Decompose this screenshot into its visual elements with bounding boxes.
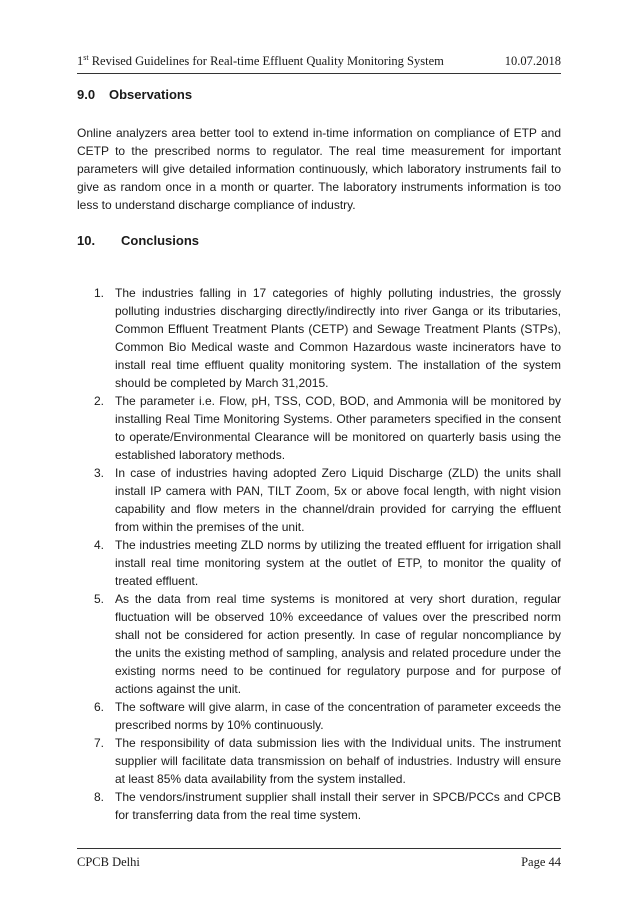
list-item-number: 8. — [94, 790, 105, 804]
list-item — [77, 464, 561, 536]
page-header — [77, 48, 561, 74]
list-item-number: 6. — [94, 700, 105, 714]
header-ordinal: 1 — [77, 54, 84, 68]
header-title — [77, 53, 444, 69]
list-item-number: 7. — [94, 736, 105, 750]
list-item-number: 2. — [94, 394, 105, 408]
page-footer — [77, 848, 561, 870]
section-9-title: Observations — [109, 87, 193, 102]
page-content — [77, 86, 561, 824]
footer-page-number: Page 44 — [521, 855, 561, 869]
list-item — [77, 536, 561, 590]
list-item-text: As the data from real time systems is monitored at very short duration, regular fluctuation will be observed 10% exceedance of values over the prescribed norm shall not be considered for action presently. In case of regular noncompliance by the units the existing method of sampling, analysis and related procedure under the existing norms need to be continued for regulatory purpose and for purpose of actions against the unit. — [115, 592, 561, 696]
list-item — [77, 734, 561, 788]
list-item-number: 4. — [94, 538, 105, 552]
section-9-heading — [77, 86, 561, 104]
list-item-number: 3. — [94, 466, 105, 480]
list-item-number: 1. — [94, 286, 105, 300]
conclusions-list — [77, 284, 561, 824]
header-ordinal-suffix: st — [83, 52, 89, 62]
list-item-text: In case of industries having adopted Zero Liquid Discharge (ZLD) the units shall install IP camera with PAN, TILT Zoom, 5x or above focal length, with night vision capability and flow meters in the channel/drain provided for carrying the effluent from within the premises of the unit. — [115, 466, 561, 534]
section-10-number: 10. — [77, 233, 96, 248]
list-item-text: The industries falling in 17 categories of highly polluting industries, the grossly polluting industries discharging directly/indirectly into river Ganga or its tributaries, Common Effluent Treatment Plants (CETP) and Sewage Treatment Plants (STPs), Common Bio Medical waste and Common Hazardous waste incinerators have to install real time effluent quality monitoring system. The installation of the system should be completed by March 31,2015. — [115, 286, 561, 390]
list-item-text: The industries meeting ZLD norms by utilizing the treated effluent for irrigation shall install real time monitoring system at the outlet of ETP, to monitor the quality of treated effluent. — [115, 538, 561, 588]
list-item — [77, 698, 561, 734]
list-item-text: The responsibility of data submission lies with the Individual units. The instrument supplier will facilitate data transmission on behalf of industries. Industry will ensure at least 85% data availability from the system installed. — [115, 736, 561, 786]
list-item-number: 5. — [94, 592, 105, 606]
footer-org: CPCB Delhi — [77, 855, 140, 869]
header-title-text: Revised Guidelines for Real-time Effluent Quality Monitoring System — [88, 54, 444, 68]
section-10-title: Conclusions — [121, 233, 200, 248]
list-item-text: The software will give alarm, in case of the concentration of parameter exceeds the prescribed norms by 10% continuously. — [115, 700, 561, 732]
section-10-heading — [77, 232, 561, 250]
list-item-text: The vendors/instrument supplier shall install their server in SPCB/PCCs and CPCB for transferring data from the real time system. — [115, 790, 561, 822]
list-item — [77, 590, 561, 698]
list-item — [77, 392, 561, 464]
section-9-paragraph: Online analyzers area better tool to extend in-time information on compliance of ETP and CETP to the prescribed norms to regulator. The real time measurement for important parameters will give detailed information continuously, which laboratory instruments fail to give as random once in a month or quarter. The laboratory instruments information is too less to understand discharge compliance of industry. — [77, 126, 561, 212]
list-item — [77, 788, 561, 824]
list-item — [77, 284, 561, 392]
header-date: 10.07.2018 — [504, 54, 561, 68]
list-item-text: The parameter i.e. Flow, pH, TSS, COD, BOD, and Ammonia will be monitored by installing Real Time Monitoring Systems. Other parameters specified in the consent to operate/Environmental Clearance will be monitored on quarterly basis using the established laboratory methods. — [115, 394, 561, 462]
section-9-number: 9.0 — [77, 87, 96, 102]
